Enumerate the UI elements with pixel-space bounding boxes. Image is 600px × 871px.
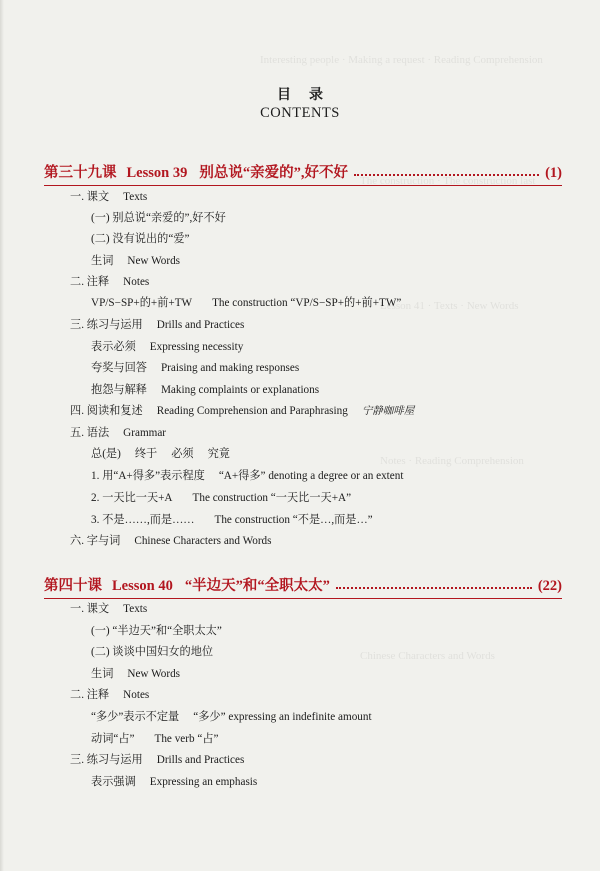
lesson-title: 别总说“亲爱的”,好不好: [199, 165, 348, 181]
entry-en: “A+得多” denoting a degree or an extent: [218, 470, 404, 482]
toc-entry[interactable]: [70, 404, 414, 418]
entry-en: The construction “VP/S−SP+的+前+TW”: [212, 297, 402, 309]
entry-en: Expressing necessity: [149, 341, 244, 353]
entry-en: “多少” expressing an indefinite amount: [193, 711, 372, 723]
entry-cn: (一) “半边天”和“全职太太”: [91, 625, 222, 637]
entry-cn: 二. 注释: [70, 689, 110, 701]
lesson-40-heading[interactable]: [44, 573, 562, 595]
entry-en: Making complaints or explanations: [160, 384, 320, 396]
entry-cn: 一. 课文: [70, 603, 110, 615]
toc-entry[interactable]: [70, 602, 147, 616]
lesson-divider: [44, 598, 562, 599]
bleed-through-text: The construction · The construction last: [360, 175, 536, 187]
toc-entry[interactable]: [91, 667, 180, 681]
toc-entry[interactable]: [91, 513, 373, 527]
bleed-through-text: Interesting people · Making a request · Reading Comprehension: [260, 54, 543, 66]
lesson-39-heading[interactable]: [44, 160, 562, 182]
lesson-number-cn: 第三十九课: [44, 165, 117, 181]
entry-cn: 五. 语法: [70, 427, 110, 439]
toc-entry[interactable]: [91, 361, 299, 375]
entry-cn: 二. 注释: [70, 276, 110, 288]
entry-en: Texts: [123, 191, 148, 203]
entry-en: Praising and making responses: [160, 362, 300, 374]
page-title-chinese: 目录: [277, 88, 341, 103]
toc-entry[interactable]: [91, 232, 190, 246]
toc-entry[interactable]: [91, 624, 222, 638]
entry-en: Drills and Practices: [156, 319, 245, 331]
toc-entry[interactable]: [91, 469, 403, 483]
entry-cn: VP/S−SP+的+前+TW: [91, 297, 193, 309]
entry-en: The verb “占”: [154, 733, 219, 745]
entry-cn: 1. 用“A+得多”表示程度: [91, 470, 205, 482]
entry-cn: 究竟: [207, 448, 230, 460]
toc-entry[interactable]: [91, 645, 213, 659]
toc-entry[interactable]: [91, 211, 226, 225]
entry-cn: 表示必须: [91, 341, 136, 353]
page-number: (22): [537, 578, 562, 594]
entry-cn: 2. 一天比一天+A: [91, 492, 173, 504]
lesson-title: “半边天”和“全职太太”: [184, 578, 330, 594]
leader-dots: [336, 587, 532, 589]
lesson-number-en: Lesson 40: [112, 578, 173, 594]
page-title-english: CONTENTS: [260, 105, 340, 121]
toc-entry[interactable]: [91, 447, 230, 461]
entry-en: Chinese Characters and Words: [134, 535, 272, 547]
toc-entry[interactable]: [70, 426, 166, 440]
entry-en: Drills and Practices: [156, 754, 245, 766]
entry-en: Expressing an emphasis: [149, 776, 258, 788]
entry-cn: (一) 别总说“亲爱的”,好不好: [91, 212, 226, 224]
entry-cn: 必须: [171, 448, 194, 460]
toc-entry[interactable]: [91, 775, 257, 789]
page-fold-shadow: [0, 0, 4, 871]
page-number: (1): [545, 165, 562, 181]
toc-entry[interactable]: [91, 254, 180, 268]
toc-entry[interactable]: [91, 491, 351, 505]
entry-cn: 3. 不是……,而是……: [91, 514, 195, 526]
toc-entry[interactable]: [70, 534, 272, 548]
handwritten-note: 宁静咖啡屋: [361, 405, 415, 417]
entry-cn: “多少”表示不定量: [91, 711, 180, 723]
entry-cn: (二) 没有说出的“爱”: [91, 233, 190, 245]
toc-entry[interactable]: [91, 732, 218, 746]
entry-cn: 六. 字与词: [70, 535, 121, 547]
entry-en: The construction “不是…,而是…”: [214, 514, 373, 526]
bleed-through-text: Lesson 41 · Texts · New Words: [380, 300, 519, 312]
toc-entry[interactable]: [70, 318, 244, 332]
entry-cn: 总(是): [91, 448, 121, 460]
entry-cn: 动词“占”: [91, 733, 135, 745]
entry-cn: 三. 练习与运用: [70, 319, 143, 331]
bleed-through-text: Notes · Reading Comprehension: [380, 455, 524, 467]
entry-cn: 生词: [91, 668, 114, 680]
entry-en: New Words: [127, 255, 181, 267]
entry-en: New Words: [127, 668, 181, 680]
entry-en: Reading Comprehension and Paraphrasing: [156, 405, 348, 417]
entry-cn: 生词: [91, 255, 114, 267]
bleed-through-text: Chinese Characters and Words: [360, 650, 495, 662]
lesson-number-en: Lesson 39: [126, 165, 188, 181]
entry-en: Notes: [123, 276, 150, 288]
entry-en: Notes: [123, 689, 150, 701]
toc-entry[interactable]: [70, 275, 149, 289]
toc-entry[interactable]: [91, 383, 319, 397]
lesson-divider: [44, 185, 562, 186]
toc-entry[interactable]: [70, 753, 244, 767]
leader-dots: [354, 174, 539, 176]
entry-cn: 三. 练习与运用: [70, 754, 143, 766]
entry-cn: 一. 课文: [70, 191, 110, 203]
entry-cn: 四. 阅读和复述: [70, 405, 143, 417]
entry-en: Grammar: [123, 427, 167, 439]
toc-entry[interactable]: [91, 340, 243, 354]
toc-entry[interactable]: [91, 710, 372, 724]
entry-cn: 夸奖与回答: [91, 362, 147, 374]
entry-cn: 终于: [134, 448, 158, 460]
entry-cn: (二) 谈谈中国妇女的地位: [91, 646, 214, 658]
entry-cn: 表示强调: [91, 776, 136, 788]
toc-entry[interactable]: [70, 688, 149, 702]
toc-entry[interactable]: [91, 296, 401, 310]
lesson-number-cn: 第四十课: [44, 578, 102, 594]
entry-en: Texts: [123, 603, 148, 615]
toc-entry[interactable]: [70, 190, 147, 204]
entry-cn: 抱怨与解释: [91, 384, 147, 396]
entry-en: The construction “一天比一天+A”: [192, 492, 352, 504]
